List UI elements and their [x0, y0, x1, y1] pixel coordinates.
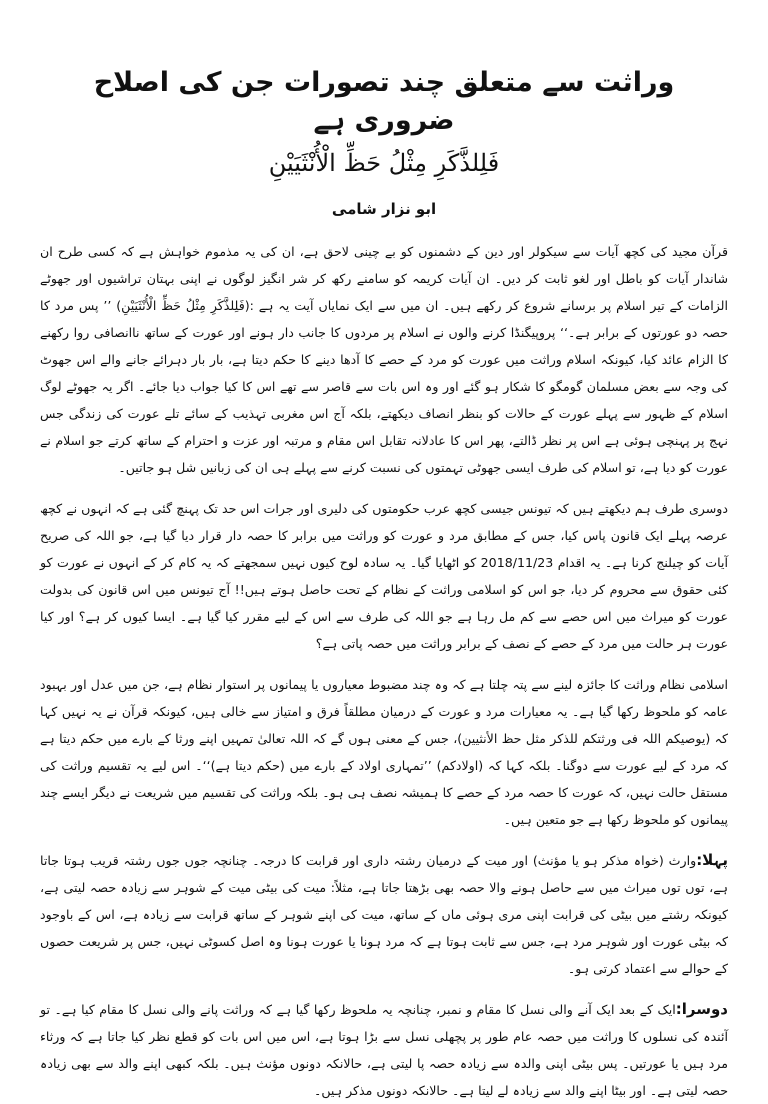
article-title: وراثت سے متعلق چند تصورات جن کی اصلاح ضروری ہے — [93, 67, 675, 136]
paragraph-intro: قرآن مجید کی کچھ آیات سے سیکولر اور دین کے دشمنوں کو بے چینی لاحق ہے، ان کی یہ مذموم خواہش ہے کہ کسی طرح ان شاندار آیات کو باطل اور لغو ثابت کر دیں۔ ان آیات کریمہ کو سامنے رکھ کر شر انگیز لوگوں نے اپنی بہتان تراشیوں اور جھوٹے الزامات کے تیر اسلام پر برسانے شروع کر رکھے ہیں۔ ان میں سے ایک نمایاں آیت یہ ہے :(فَلِلذَّكَرِ مِثْلُ حَظِّ الْأُنْثَيَيْنِ) ’’ پس مرد کا حصہ دو عورتوں کے برابر ہے۔‘‘ پروپیگنڈا کرنے والوں نے اسلام پر مردوں کا جانب دار ہونے اور عورت کے ساتھ ناانصافی روا رکھنے کا الزام عائد کیا، کیونکہ اسلام وراثت میں عورت کو مرد کے حصے کا آدھا دینے کا حکم دیتا ہے، بار بار دہرائے جانے والے اس جھوٹ کی وجہ سے بعض مسلمان گومگو کا شکار ہو گئے اور وہ اس بات سے قاصر سے تھے اس کا کیا جواب دیا جائے۔ اگر یہ جھوٹے لوگ اسلام کے ظہور سے پہلے عورت کے حالات کو بنظر انصاف دیکھتے، بلکہ آج اس مغربی تہذیب کے سائے تلے عورت کی زندگی جس نہج پر پہنچی ہوئی ہے اس پر نظر ڈالتے، پھر اس کا عادلانہ تقابل اس مقام و مرتبہ اور عزت و احترام کے ساتھ کرتے جو اسلام نے عورت کو دیا ہے، تو اسلام کی طرف ایسی جھوٹی تہمتوں کی نسبت کرنے سے پہلے ہی ان کی زبانیں شل ہو جاتیں۔ — [40, 244, 728, 475]
first-criterion-label: پہلا: — [696, 851, 728, 869]
second-criterion-text: ایک کے بعد ایک آنے والی نسل کا مقام و نمبر، چنانچہ یہ ملحوظ رکھا گیا ہے کہ وراثت پانے والی نسل کا مقام کیا ہے۔ تو آئندہ کی نسلوں کا وراثت میں حصہ عام طور پر پچھلی نسل سے بڑا ہوتا ہے، اس میں اس بات کو قطع نظر کیا جاتا ہے کہ ورثاء مرد ہیں یا عورتیں۔ پس بیٹی اپنی والدہ سے زیادہ حصہ پا لیتی ہے، حالانکہ دونوں مؤنث ہیں۔ بلکہ کبھی اپنے والد سے بھی زیادہ حصہ لیتی ہے۔ اور بیٹا اپنے والد سے زیادہ لے لیتا ہے۔ حالانکہ دونوں مذکر ہیں۔ — [40, 1002, 728, 1098]
paragraph-principles: اسلامی نظام وراثت کا جائزہ لینے سے پتہ چلتا ہے کہ وہ چند مضبوط معیاروں یا پیمانوں پر استوار نظام ہے، جن میں عدل اور بہبود عامہ کو ملحوظ رکھا گیا ہے۔ یہ معیارات مرد و عورت کے درمیان مطلقاً فرق و امتیاز سے خالی ہیں، کیونکہ قرآن نے یہ نہیں کہا کہ (یوصیکم اللہ فی ورثتکم للذکر مثل حظ الأنثیین)، جس کے معنی ہوں گے کہ اللہ تعالیٰ تمہیں اپنے ورثا کے بارے میں حکم دیتا ہے کہ مرد کے لیے عورت سے دوگنا۔ بلکہ کہا کہ (اولادکم) ’’تمہاری اولاد کے بارے میں (حکم دیتا ہے)‘‘۔ اس لیے یہ تقسیم وراثت کی مستقل حالت نہیں، کہ عورت کا حصہ مرد کے حصے کا ہمیشہ نصف ہی ہو۔ بلکہ وراثت کی تقسیم میں شریعت نے دیگر ایسے چند پیمانوں کو ملحوظ رکھا ہے جو متعین ہیں۔ — [40, 677, 729, 827]
paragraph-first-criterion — [40, 847, 728, 982]
second-criterion-label: دوسرا: — [675, 1000, 728, 1018]
author-name: ابو نزار شامی — [331, 200, 437, 218]
first-criterion-text: وارث (خواہ مذکر ہو یا مؤنث) اور میت کے درمیان رشتہ داری اور قرابت کا درجہ۔ چنانچہ جوں جوں رشتہ قریب ہوتا جاتا ہے، توں توں میراث میں سے حاصل ہونے والا حصہ بھی بڑھتا جاتا ہے، مثلاً: میت کی بیٹی میت کے شوہر سے زیادہ حصہ لیتی ہے، کیونکہ رشتے میں بیٹی کی قرابت اپنی مری ہوئی ماں کے ساتھ، میت کی اپنے شوہر کے ساتھ قرابت سے زیادہ ہے، اس کے باوجود کہ بیٹی عورت اور شوہر مرد ہے، جس سے ثابت ہوتا ہے کہ مرد ہونا یا عورت ہونا وہ اصل کسوٹی نہیں، جس پر شریعت حصوں کے حوالے سے اعتماد کرتی ہو۔ — [40, 853, 728, 976]
paragraph-second-criterion — [40, 996, 728, 1104]
quran-verse: فَلِلذَّكَرِ مِثْلُ حَظِّ الْأُنْثَيَيْنِ — [268, 149, 500, 177]
paragraph-tunisia: دوسری طرف ہم دیکھتے ہیں کہ تیونس جیسی کچھ عرب حکومتوں کی دلیری اور جرات اس حد تک پہنچ گئی ہے کہ انہوں نے کچھ عرصہ پہلے ایک قانون پاس کیا، جس کے مطابق مرد و عورت کو وراثت میں برابر کا حصہ دار قرار دیا گیا ہے، جو اللہ کی صریح آیات کو چیلنج کرنا ہے۔ یہ اقدام 2018/11/23 کو اٹھایا گیا۔ یہ سادہ لوح کیوں نہیں سمجھتے کہ یہ کام کر کے انہوں نے عورت کو کئی حقوق سے محروم کر دیا، جو اس کو اسلامی وراثت کے نظام کے تحت حاصل ہوتے ہیں!! آج تیونس میں اس قانون کی بدولت عورت کو میراث میں اس حصے سے کم مل رہا ہے جو اللہ کی طرف سے اس کے لیے مقرر کیا گیا ہے۔ ایسا کیوں کر ہے؟ اور کیا عورت ہر حالت میں مرد کے حصے کے نصف کے برابر وراثت میں حصہ پاتی ہے؟ — [40, 501, 728, 651]
